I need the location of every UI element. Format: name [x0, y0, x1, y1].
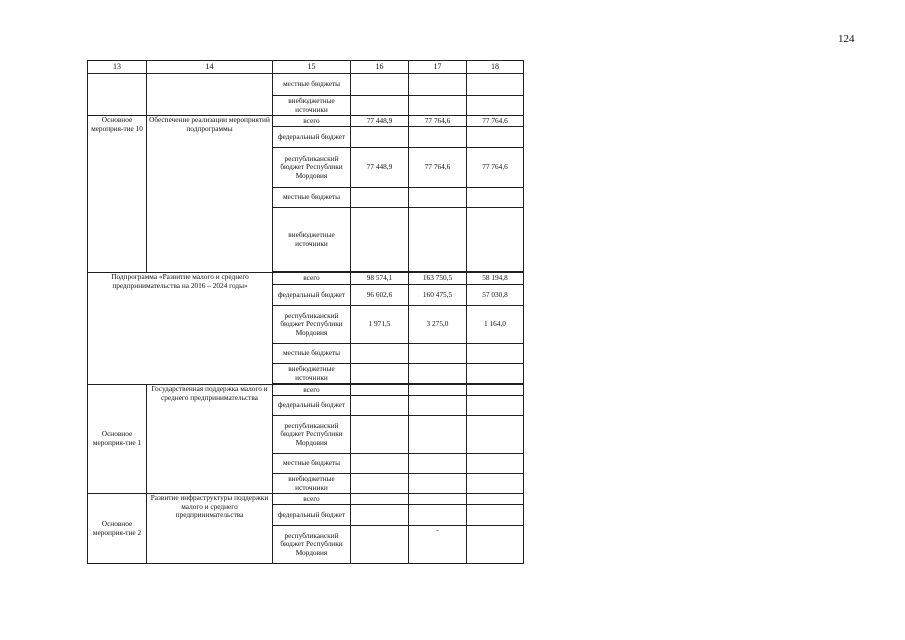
value-cell: 3 275,0: [409, 306, 467, 344]
header-cell: 14: [147, 61, 273, 74]
value-cell: 77 764,6: [409, 148, 467, 188]
table-row: [88, 74, 524, 96]
value-cell: 163 750,5: [409, 273, 467, 285]
header-row: [88, 61, 524, 74]
source-republic: республиканский бюджет Республики Мордовия: [273, 416, 351, 454]
page-number: 124: [838, 33, 855, 45]
source-republic: республиканский бюджет Республики Мордовия: [273, 526, 351, 564]
header-cell: 18: [467, 61, 524, 74]
cell-blank: [147, 74, 273, 116]
source-federal: федеральный бюджет: [273, 396, 351, 416]
source-republic: республиканский бюджет Республики Мордовия: [273, 148, 351, 188]
source-total: всего: [273, 385, 351, 396]
value-cell: 77 448,9: [351, 116, 409, 127]
cell-blank: [88, 74, 147, 116]
source-extra: внебюджетные источники: [273, 96, 351, 116]
source-extra: внебюджетные источники: [273, 364, 351, 384]
header-cell: 17: [409, 61, 467, 74]
source-extra: внебюджетные источники: [273, 474, 351, 494]
source-federal: федеральный бюджет: [273, 285, 351, 306]
table-row: [88, 116, 524, 127]
subprogram-title: Подпрограмма «Развитие малого и среднего предпринимательства на 2016 – 2024 годы»: [88, 273, 273, 385]
dash-mark: -: [409, 526, 467, 564]
budget-table: [87, 60, 524, 564]
measure-10-title: Обеспечение реализации мероприятий подпрограммы: [147, 116, 273, 273]
value-cell: 77 764,6: [467, 148, 524, 188]
measure-2-label: Основное мероприя-тие 2: [88, 494, 147, 564]
header-cell: 16: [351, 61, 409, 74]
measure-10-label: Основное мероприя-тие 10: [88, 116, 147, 273]
measure-1-title: Государственная поддержка малого и среднего предпринимательства: [147, 385, 273, 494]
source-local: местные бюджеты: [273, 74, 351, 96]
value-cell: 77 764,6: [409, 116, 467, 127]
header-cell: 15: [273, 61, 351, 74]
header-cell: 13: [88, 61, 147, 74]
measure-2-title: Развитие инфраструктуры поддержки малого и среднего предпринимательства: [147, 494, 273, 564]
table-row: [88, 273, 524, 285]
value-cell: 77 764,6: [467, 116, 524, 127]
value-cell: 1 971,5: [351, 306, 409, 344]
source-federal: федеральный бюджет: [273, 505, 351, 526]
value-cell: 58 194,8: [467, 273, 524, 285]
source-total: всего: [273, 494, 351, 505]
value-cell: 77 448,9: [351, 148, 409, 188]
value-cell: 98 574,1: [351, 273, 409, 285]
measure-1-label: Основное мероприя-тие 1: [88, 385, 147, 494]
value-cell: 57 030,8: [467, 285, 524, 306]
source-extra: внебюджетные источники: [273, 208, 351, 272]
source-local: местные бюджеты: [273, 454, 351, 474]
table-row: [88, 385, 524, 396]
source-total: всего: [273, 273, 351, 285]
table-row: [88, 494, 524, 505]
value-cell: 96 602,6: [351, 285, 409, 306]
source-federal: федеральный бюджет: [273, 127, 351, 148]
source-total: всего: [273, 116, 351, 127]
value-cell: 1 164,0: [467, 306, 524, 344]
value-cell: 160 475,5: [409, 285, 467, 306]
source-local: местные бюджеты: [273, 344, 351, 364]
source-local: местные бюджеты: [273, 188, 351, 208]
source-republic: республиканский бюджет Республики Мордовия: [273, 306, 351, 344]
